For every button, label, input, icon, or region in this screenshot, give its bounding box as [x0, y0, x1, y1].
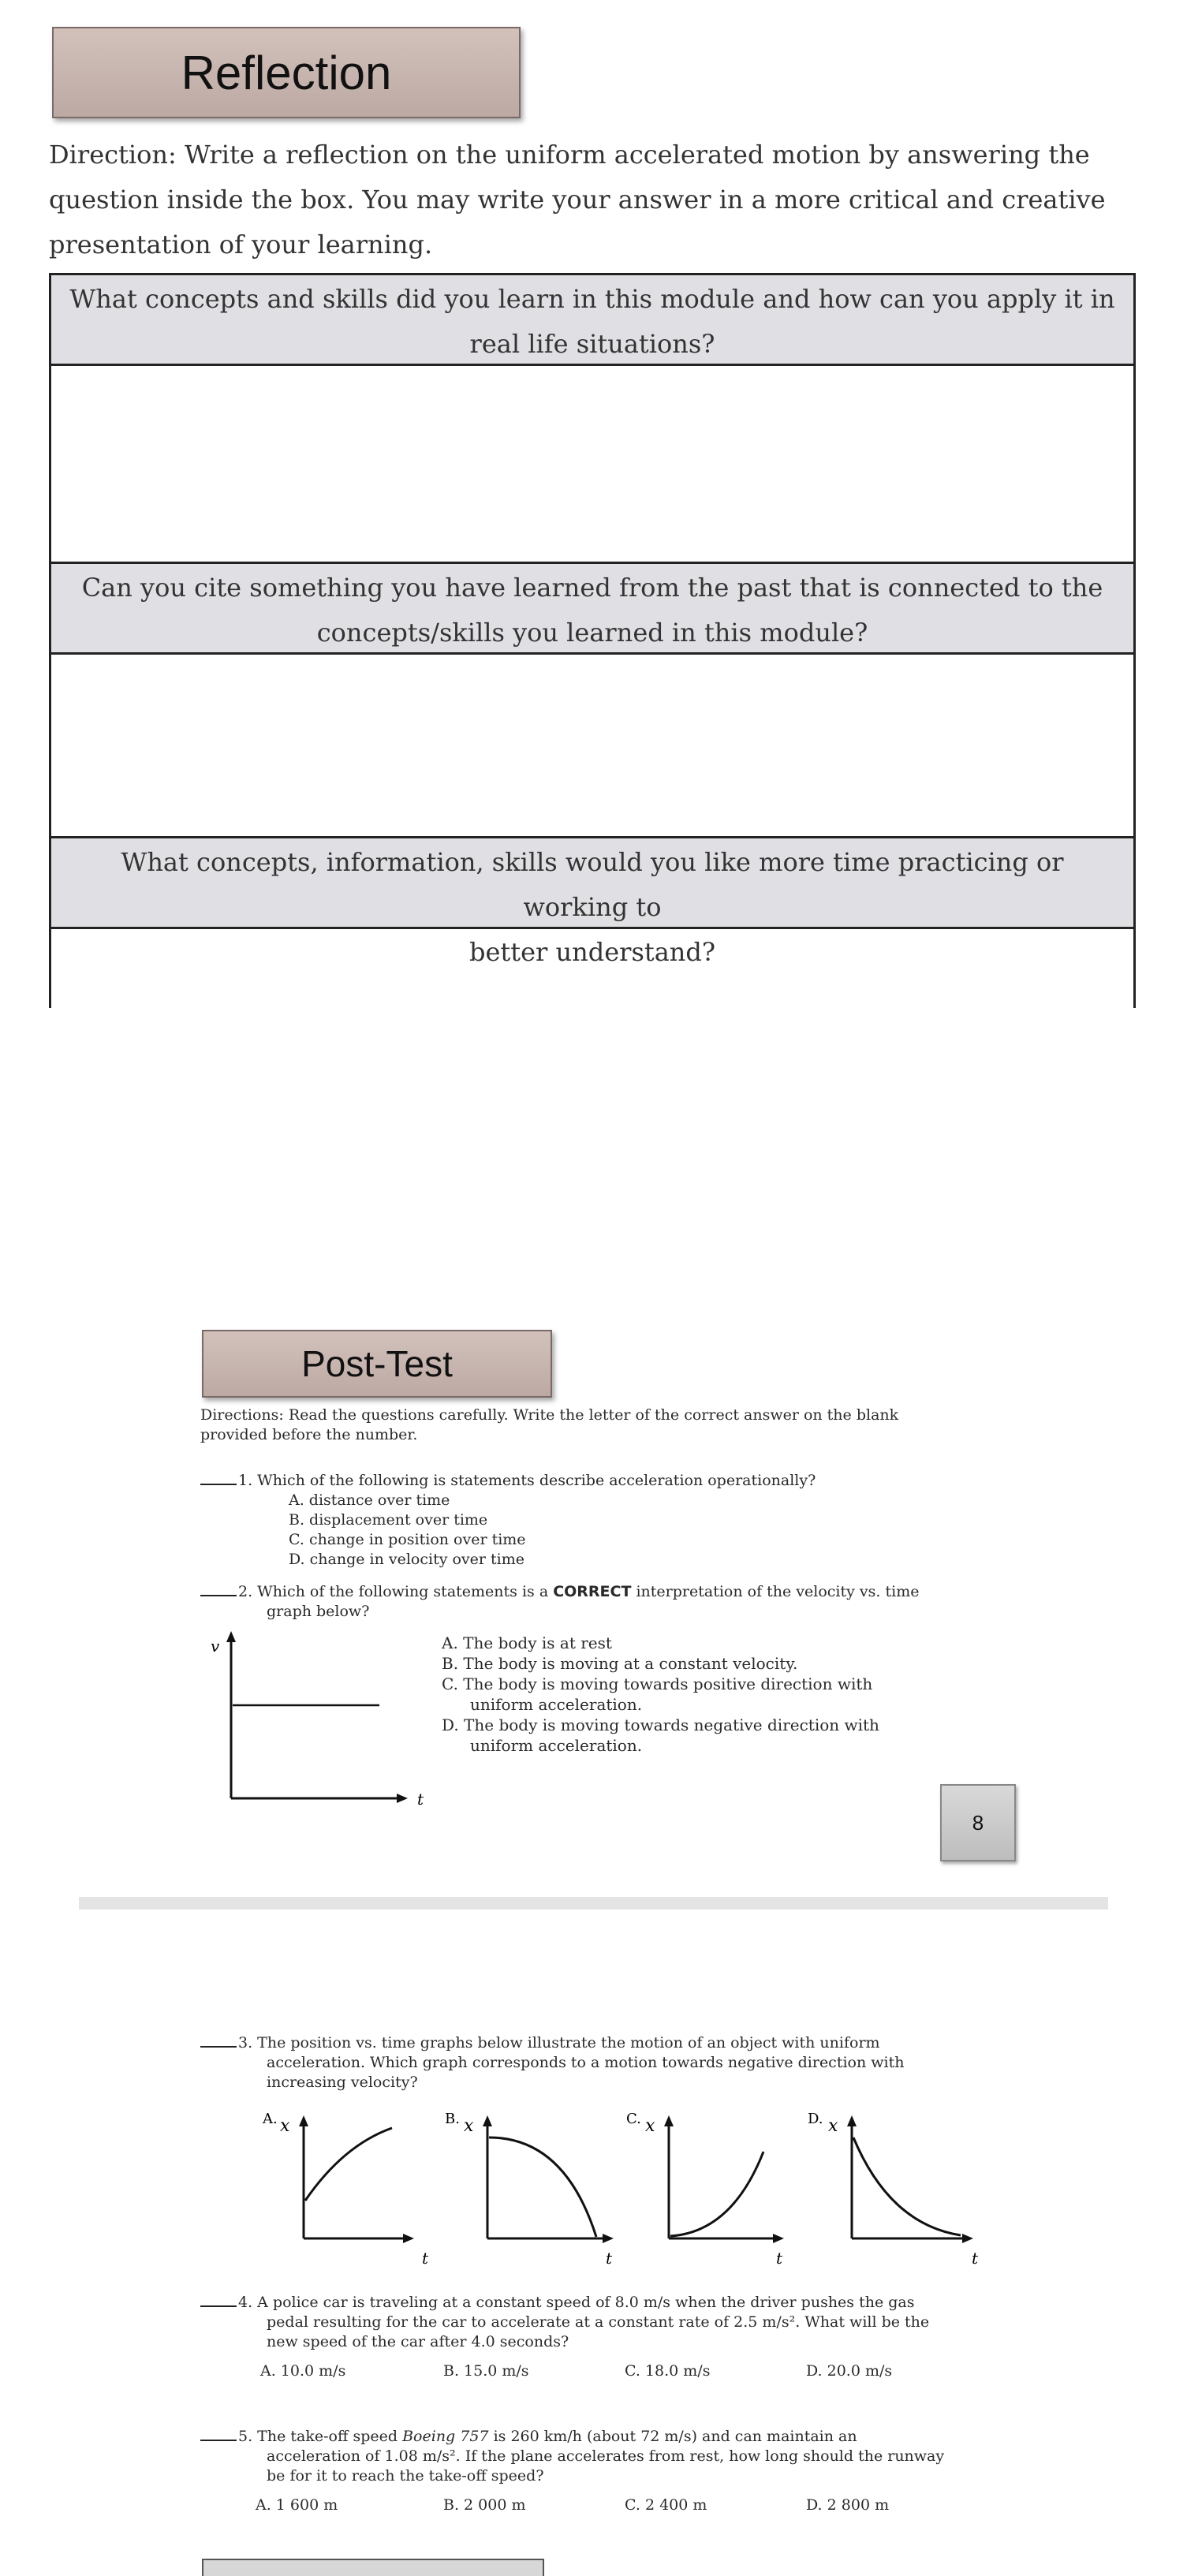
graph-c-y-arrowhead	[664, 2115, 674, 2126]
graph-d-x-label: t	[972, 2249, 979, 2268]
answer-blank-3[interactable]	[200, 2046, 237, 2048]
graph-c-label: C.	[626, 2111, 641, 2127]
question-2: 2. Which of the following statements is a CORRECT interpretation of the velocity vs. time graph below?	[200, 1582, 989, 1622]
q4-option-b: B. 15.0 m/s	[443, 2362, 529, 2380]
q1-option-a: A. distance over time	[289, 1491, 450, 1509]
q4-option-c: C. 18.0 m/s	[625, 2362, 711, 2380]
answer-blank-2[interactable]	[200, 1595, 237, 1596]
graph-b-y-label: x	[464, 2116, 474, 2136]
q5-option-a: A. 1 600 m	[256, 2496, 338, 2514]
q2-option-a: A. The body is at rest	[442, 1633, 612, 1652]
posttest-title-box	[202, 1330, 552, 1398]
q4-option-d: D. 20.0 m/s	[806, 2362, 893, 2380]
reflection-direction-line: question inside the box. You may write your answer in a more critical and creative	[49, 185, 1106, 215]
q4-options	[260, 2361, 986, 2382]
answer-blank-1[interactable]	[200, 1484, 237, 1485]
q2-options: A. The body is at rest B. The body is moving at a constant velocity. C. The body is moving towards positive direction with uniform acceleration. D. The body is moving towards negative direction with uniform acceleration.	[442, 1633, 994, 1756]
graph-c-x-label: t	[776, 2249, 783, 2268]
q1-option-b: B. displacement over time	[289, 1511, 488, 1529]
question-1: 1. Which of the following is statements describe acceleration operationally? A. distance over time B. displacement over time C. change in position over time D. change in velocity over time	[200, 1471, 989, 1570]
q5-option-d: D. 2 800 m	[806, 2496, 890, 2514]
graph-x-label: t	[417, 1790, 424, 1809]
graph-c-y-label: x	[645, 2116, 655, 2136]
graph-d-label: D.	[808, 2111, 823, 2127]
graph-d-x-arrowhead	[962, 2234, 973, 2243]
question-5: 5. The take-off speed Boeing 757 is 260 km/h (about 72 m/s) and can maintain an acceleration of 1.08 m/s². If the plane accelerates from rest, how long should the runway be for it to reach the take-off speed?	[200, 2427, 989, 2486]
q4-option-a: A. 10.0 m/s	[260, 2362, 346, 2380]
q3-graph-b	[439, 2106, 620, 2272]
graph-d-curve	[853, 2137, 961, 2235]
page-number-badge: 8	[940, 1784, 1016, 1861]
reflection-title: Reflection	[181, 46, 392, 99]
q5-option-c: C. 2 400 m	[625, 2496, 707, 2514]
reflection-title-box	[52, 27, 521, 118]
graph-a-y-arrowhead	[299, 2115, 308, 2126]
reflection-question-2: Can you cite something you have learned from the past that is connected to the concepts/skills you learned in this module?	[51, 562, 1133, 655]
graph-b-x-arrowhead	[603, 2234, 614, 2243]
q1-option-d: D. change in velocity over time	[289, 1551, 525, 1568]
graph-y-label: v	[211, 1637, 220, 1656]
y-axis-arrowhead	[226, 1631, 236, 1642]
graph-a-curve	[305, 2128, 392, 2201]
graph-a-label: A.	[263, 2111, 278, 2127]
q2-option-d: D. The body is moving towards negative direction with	[442, 1715, 879, 1734]
q2-option-c: C. The body is moving towards positive direction with	[442, 1674, 873, 1693]
graph-a-x-label: t	[422, 2249, 429, 2268]
graph-d-y-arrowhead	[847, 2115, 857, 2126]
reflection-answer-box-1[interactable]	[51, 366, 1133, 562]
graph-c-x-arrowhead	[773, 2234, 784, 2243]
posttest-title: Post-Test	[301, 1343, 453, 1384]
reflection-answer-box-2[interactable]	[51, 655, 1133, 836]
q5-options	[256, 2496, 981, 2516]
posttest-directions: Directions: Read the questions carefully. Write the letter of the correct answer on the blank provided before the number.	[200, 1406, 899, 1443]
question-3: 3. The position vs. time graphs below illustrate the motion of an object with uniform acceleration. Which graph corresponds to a motion towards negative direction with increasing velocity?	[200, 2033, 989, 2093]
q1-option-c: C. change in position over time	[289, 1531, 526, 1548]
graph-a-y-label: x	[280, 2116, 290, 2136]
reflection-direction-line: Direction: Write a reflection on the uniform accelerated motion by answering the	[49, 140, 1090, 170]
q2-velocity-time-graph	[201, 1625, 430, 1822]
reflection-question-table	[49, 273, 1136, 1008]
reflection-direction	[49, 133, 1131, 267]
bottom-cut-box	[202, 2559, 544, 2576]
graph-b-label: B.	[445, 2111, 460, 2127]
graph-b-curve	[489, 2137, 596, 2237]
graph-d-y-label: x	[828, 2116, 838, 2136]
reflection-direction-line: presentation of your learning.	[49, 230, 433, 259]
answer-blank-4[interactable]	[200, 2305, 237, 2307]
answer-blank-5[interactable]	[200, 2440, 237, 2441]
graph-a-x-arrowhead	[403, 2234, 414, 2243]
graph-b-y-arrowhead	[483, 2115, 492, 2126]
q2-option-b: B. The body is moving at a constant velocity.	[442, 1654, 798, 1673]
question-4: 4. A police car is traveling at a constant speed of 8.0 m/s when the driver pushes the gas pedal resulting for the car to accelerate at a constant rate of 2.5 m/s². What will be the new speed of the car after 4.0 seconds?	[200, 2293, 989, 2352]
reflection-question-1: What concepts and skills did you learn in this module and how can you apply it in real life situations?	[51, 273, 1133, 366]
x-axis-arrowhead	[397, 1794, 408, 1803]
graph-b-x-label: t	[606, 2249, 613, 2268]
reflection-question-3: What concepts, information, skills would you like more time practicing or working to better understand?	[51, 836, 1133, 929]
q5-option-b: B. 2 000 m	[443, 2496, 526, 2514]
page-separator	[79, 1897, 1108, 1910]
graph-c-curve	[670, 2152, 763, 2236]
q3-graph-a	[256, 2106, 430, 2272]
q3-graph-d	[803, 2106, 989, 2272]
q3-graph-c	[621, 2106, 795, 2272]
